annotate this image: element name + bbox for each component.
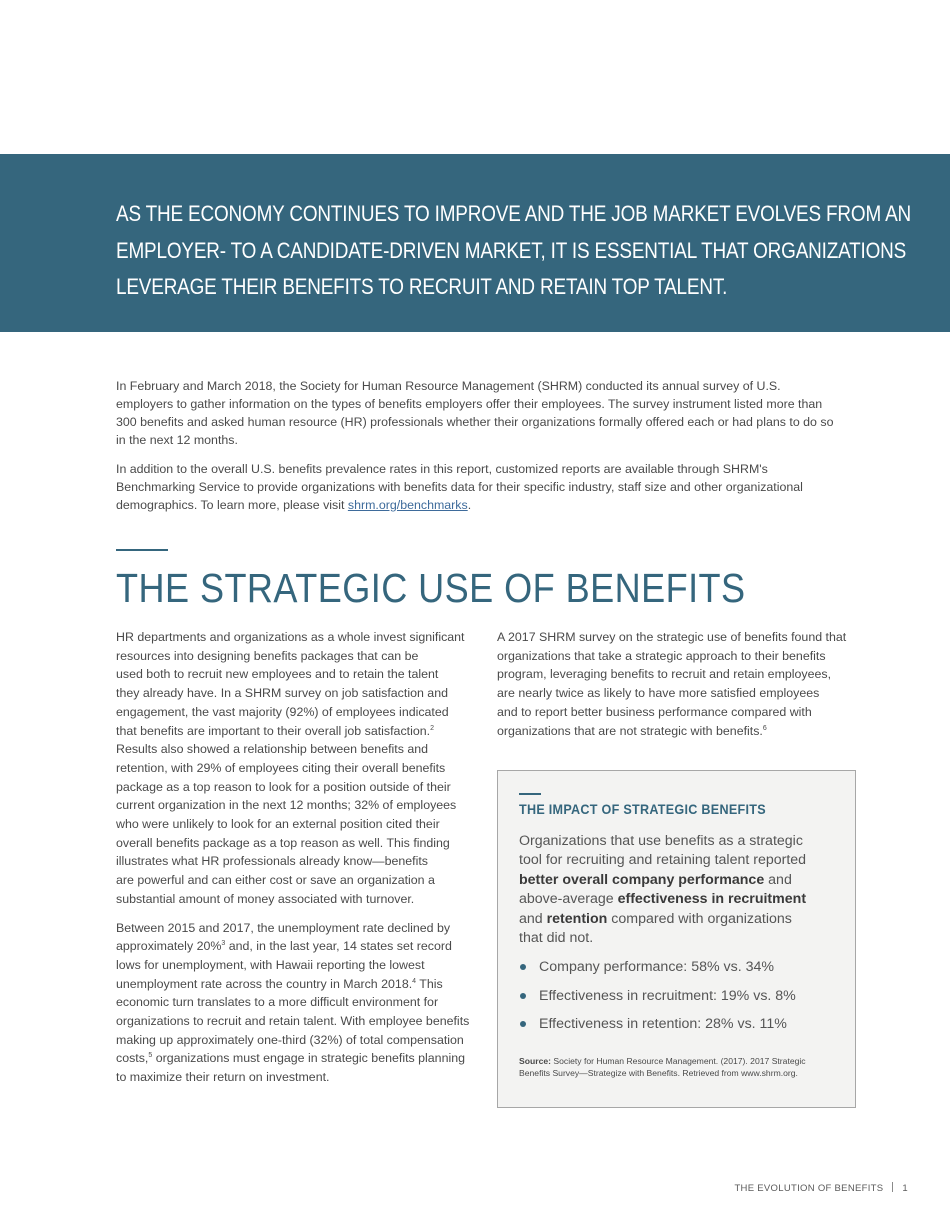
source-label: Source: [519,1056,551,1066]
footer-divider [892,1182,893,1192]
text-line [116,1049,486,1068]
text-line: retention, with 29% of employees citing their overall benefits [116,760,446,775]
text-line [519,890,839,909]
intro-text: In addition to the overall U.S. benefits prevalence rates in this report, customized reports are available through SHRM's Benchmarking Service to provide organizations with benefits data for their specific industry, staff size and other organizational demographics. To learn more, please visit [116,462,803,512]
text-line: they already have. In a SHRM survey on job satisfaction and [116,686,448,701]
text-line: Between 2015 and 2017, the unemployment rate declined by [116,920,451,935]
text-line: lows for unemployment, with Hawaii reporting the lowest [116,957,425,972]
footnote-ref: 4 [412,977,417,985]
text-line [519,910,839,929]
banner-line: EMPLOYER- TO A CANDIDATE-DRIVEN MARKET, IT IS ESSENTIAL THAT ORGANIZATIONS [116,237,907,263]
text-line: engagement, the vast majority (92%) of employees indicated [116,704,449,719]
list-item-text: Effectiveness in recruitment: 19% vs. 8% [539,987,796,1004]
text-line: used both to recruit new employees and to retain the talent [116,667,439,682]
callout-source [519,1055,839,1079]
text-line: current organization in the next 12 months; 32% of employees [116,798,457,813]
text-fragment: costs, [116,1051,149,1066]
callout-title: THE IMPACT OF STRATEGIC BENEFITS [519,801,766,817]
list-item-text: Effectiveness in retention: 28% vs. 11% [539,1016,787,1032]
text-line: are powerful and can either cost or save an organization a [116,873,435,888]
page-number: 1 [902,1183,908,1194]
footnote-ref: 5 [148,1052,153,1060]
text-fragment: organizations must engage in strategic benefits planning [152,1051,465,1066]
text-fragment: and, in the last year, 14 states set record [225,939,452,954]
callout-box [497,770,856,1108]
text-line [519,871,839,890]
list-item-text: Company performance: 58% vs. 34% [539,959,774,975]
left-paragraph-1 [116,628,486,909]
callout-bullet-list [519,957,796,1043]
text-line: and to report better business performance compared with [497,704,812,719]
text-fragment: compared with organizations [607,910,792,927]
footer-title: THE EVOLUTION OF BENEFITS [734,1183,884,1194]
right-column [497,628,857,740]
footnote-ref: 2 [430,724,434,732]
text-line: that did not. [519,930,594,947]
text-line: organizations to recruit and retain talent. With employee benefits [116,1014,470,1029]
text-line: organizations that take a strategic approach to their benefits [497,648,826,663]
text-fragment: and [764,871,792,888]
list-item [519,957,796,986]
text-line [116,975,486,994]
text-line [116,722,486,741]
emphasis: better overall company performance [519,871,765,888]
section-title: THE STRATEGIC USE OF BENEFITS [116,565,746,611]
section-accent-rule [116,549,168,551]
text-line [497,722,857,741]
callout-body [519,832,839,948]
text-fragment: organizations that are not strategic with benefits. [497,723,763,738]
text-line [116,937,486,956]
text-line: to maximize their return on investment. [116,1070,330,1085]
bullet-icon [520,993,526,999]
left-paragraph-2 [116,919,486,1087]
text-line: substantial amount of money associated with turnover. [116,891,415,906]
text-line: who were unlikely to look for an external position cited their [116,817,440,832]
intro-paragraph-2 [116,460,836,514]
benchmarks-link[interactable]: shrm.org/benchmarks [347,498,468,512]
text-line: A 2017 SHRM survey on the strategic use of benefits found that [497,630,847,644]
text-fragment: approximately 20% [116,939,222,954]
emphasis: retention [546,910,608,927]
text-fragment: and [519,910,547,927]
bullet-icon [520,1021,526,1027]
text-line: Benefits Survey—Strategize with Benefits. Retrieved from www.shrm.org. [519,1068,798,1078]
intro-text-end: . [467,498,472,512]
emphasis: effectiveness in recruitment [617,891,807,908]
text-line: making up approximately one-third (32%) of total compensation [116,1032,464,1047]
callout-accent-rule [519,793,541,795]
text-line: HR departments and organizations as a whole invest significant [116,630,465,644]
text-line: package as a top reason to look for a position outside of their [116,779,451,794]
text-fragment: above-average [519,891,618,908]
text-line: resources into designing benefits packages that can be [116,648,419,663]
text-fragment: unemployment rate across the country in March 2018. [116,976,413,991]
footnote-ref: 6 [762,724,767,732]
footnote-ref: 3 [221,940,226,948]
list-item [519,986,796,1015]
page-footer [734,1182,908,1194]
text-line: tool for recruiting and retaining talent reported [519,852,807,869]
intro-paragraph-1: In February and March 2018, the Society for Human Resource Management (SHRM) conducted its annual survey of U.S. employers to gather information on the types of benefits employers offer their employees. The survey instrument listed more than 300 benefits and asked human resource (HR) professionals whether their organizations formally offered each or had plans to do so in the next 12 months. [116,379,834,447]
banner-line: AS THE ECONOMY CONTINUES TO IMPROVE AND THE JOB MARKET EVOLVES FROM AN [116,201,912,226]
text-line: economic turn translates to a more difficult environment for [116,995,439,1010]
text-line: Organizations that use benefits as a strategic [519,833,803,849]
banner-headline [116,196,912,306]
list-item [519,1014,796,1043]
left-column [116,628,486,1087]
text-line: illustrates what HR professionals already know—benefits [116,854,428,869]
banner-line: LEVERAGE THEIR BENEFITS TO RECRUIT AND RETAIN TOP TALENT. [116,274,728,299]
bullet-icon [520,964,526,970]
text-fragment: Society for Human Resource Management. (2017). 2017 Strategic [551,1056,806,1066]
text-line: overall benefits package as a top reason as well. This finding [116,835,450,850]
text-line: program, leveraging benefits to recruit and retain employees, [497,667,832,682]
text-line: are nearly twice as likely to have more satisfied employees [497,686,820,701]
text-fragment: This [416,976,443,991]
text-line: Results also showed a relationship between benefits and [116,742,429,757]
text-fragment: that benefits are important to their overall job satisfaction. [116,723,431,738]
text-line [519,1055,839,1067]
